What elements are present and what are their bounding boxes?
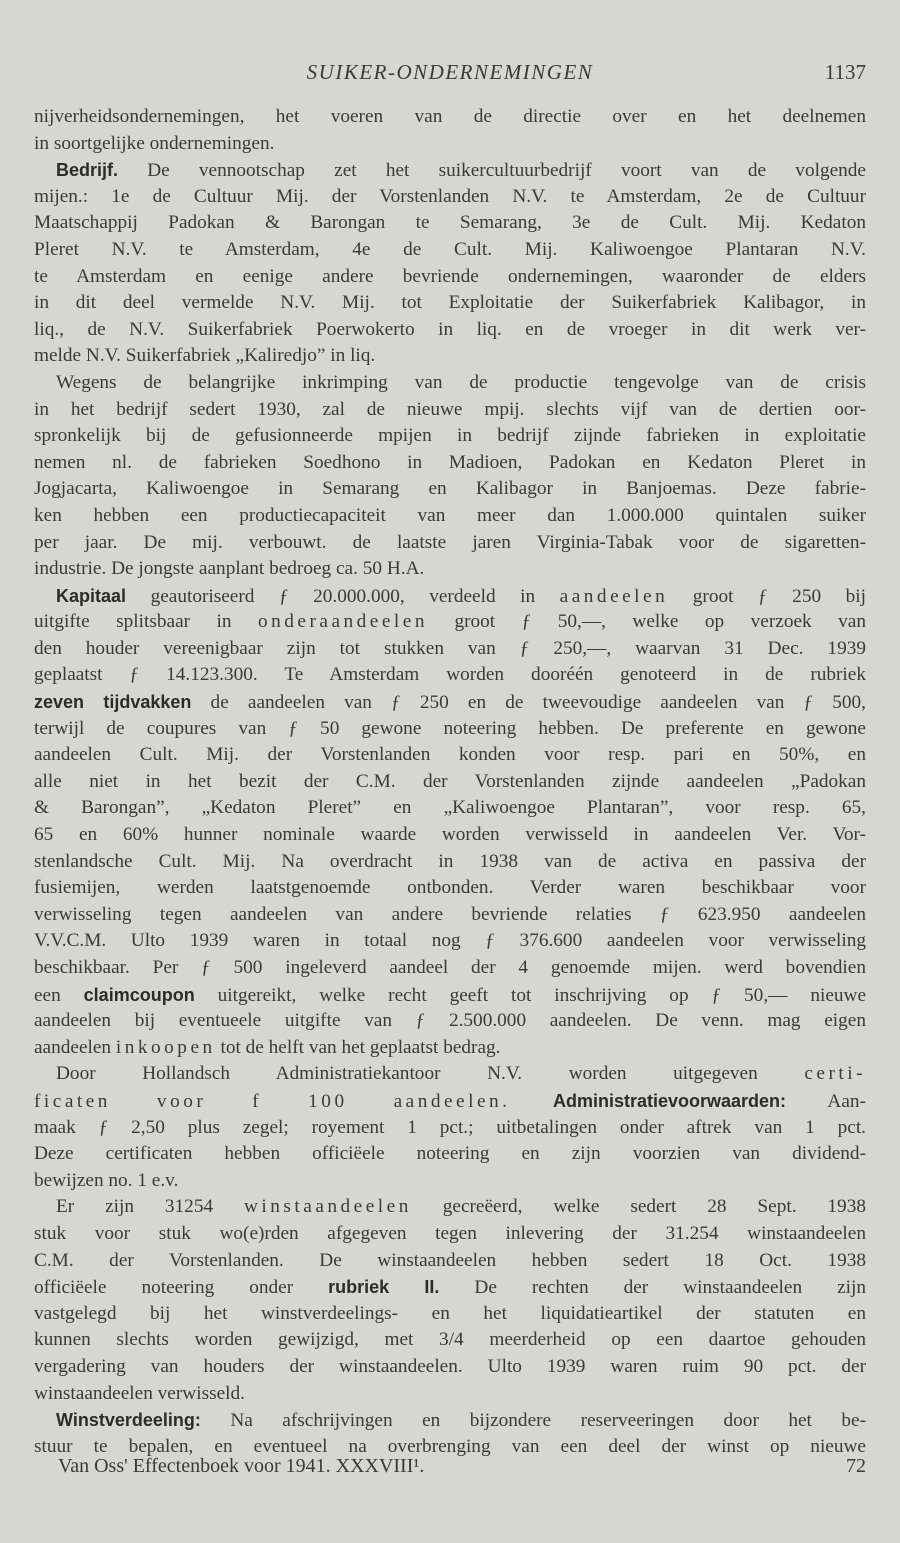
text-line: Maatschappij Padokan & Barongan te Semarang, 3e de Cult. Mij. Kedaton (34, 212, 866, 234)
text-line: Jogjacarta, Kaliwoengoe in Semarang en Kalibagor in Banjoemas. Deze fabrie- (34, 478, 866, 500)
text-line: beschikbaar. Per ƒ 500 ingeleverd aandeel der 4 genoemde mijen. werd bovendien (34, 957, 866, 978)
text-line: Er zijn 31254 winstaandeelen gecreëerd, welke sedert 28 Sept. 1938 (56, 1196, 866, 1218)
text-line: uitgifte splitsbaar in onderaandeelen groot ƒ 50,—, welke op verzoek van (34, 611, 866, 633)
text-line: industrie. De jongste aanplant bedroeg ca. 50 H.A. (34, 558, 425, 580)
text-line: ken hebben een productiecapaciteit van meer dan 1.000.000 quintalen suiker (34, 504, 866, 526)
text-line: per jaar. De mij. verbouwt. de laatste jaren Virginia-Tabak voor de sigaretten- (34, 531, 866, 553)
text-line: Winstverdeeling: Na afschrijvingen en bijzondere reserveeringen door het be- (56, 1410, 866, 1432)
text-line: den houder vereenigbaar zijn tot stukken van ƒ 250,—, waarvan 31 Dec. 1939 (34, 637, 866, 659)
text-line: Deze certificaten hebben officiëele noteering en zijn voorzien van dividend- (34, 1143, 866, 1165)
footer-sheet-number: 72 (846, 1455, 866, 1477)
text-line: een claimcoupon uitgereikt, welke recht geeft tot inschrijving op ƒ 50,— nieuwe (34, 984, 866, 1006)
text-line: liq., de N.V. Suikerfabriek Poerwokerto in liq. en de vroeger in dit werk ver- (34, 318, 866, 340)
text-line: officiëele noteering onder rubriek II. De rechten der winstaandeelen zijn (34, 1277, 866, 1299)
text-line: stuk voor stuk wo(e)rden afgegeven tegen inlevering der 31.254 winstaandeelen (34, 1222, 866, 1244)
text-line: bewijzen no. 1 e.v. (34, 1169, 179, 1191)
text-line: 65 en 60% hunner nominale waarde worden verwisseld in aandeelen Ver. Vor- (34, 824, 866, 846)
text-line: Wegens de belangrijke inkrimping van de productie tengevolge van de crisis (56, 371, 866, 393)
text-line: aandeelen Cult. Mij. der Vorstenlanden konden voor resp. pari en 50%, en (34, 744, 866, 766)
text-line: kunnen slechts worden gewijzigd, met 3/4 meerderheid op een daartoe gehouden (34, 1329, 866, 1351)
text-line: vergadering van houders der winstaandeelen. Ulto 1939 waren ruim 90 pct. der (34, 1355, 866, 1377)
text-line: nijverheidsondernemingen, het voeren van de directie over en het deelnemen (34, 106, 866, 127)
text-line: aandeelen inkoopen tot de helft van het geplaatst bedrag. (34, 1036, 501, 1058)
text-line: mijen.: 1e de Cultuur Mij. der Vorstenlanden N.V. te Amsterdam, 2e de Cultuur (34, 185, 866, 207)
text-line: vastgelegd bij het winstverdeelings- en het liquidatieartikel der statuten en (34, 1302, 866, 1324)
text-line: C.M. der Vorstenlanden. De winstaandeelen hebben sedert 18 Oct. 1938 (34, 1249, 866, 1271)
page-header (34, 60, 866, 90)
text-line: terwijl de coupures van ƒ 50 gewone noteering hebben. De preferente en gewone (34, 717, 866, 739)
text-line: geplaatst ƒ 14.123.300. Te Amsterdam worden dooréén genoteerd in de rubriek (34, 664, 866, 686)
text-line: in het bedrijf sedert 1930, zal de nieuwe mpij. slechts vijf van de dertien oor- (34, 398, 866, 420)
text-line: in soortgelijke ondernemingen. (34, 132, 275, 154)
text-line: nemen nl. de fabrieken Soedhono in Madioen, Padokan en Kedaton Pleret in (34, 451, 866, 473)
page-number: 1137 (824, 60, 866, 84)
text-line: spronkelijk bij de gefusionneerde mpijen in bedrijf zijnde fabrieken in exploitatie (34, 425, 866, 447)
body-text (34, 104, 866, 1460)
text-line: winstaandeelen verwisseld. (34, 1382, 245, 1404)
running-title: SUIKER-ONDERNEMINGEN (306, 60, 594, 84)
text-line: verwisseling tegen aandeelen van andere bevriende relaties ƒ 623.950 aandeelen (34, 903, 866, 925)
text-line: Bedrijf. De vennootschap zet het suikercultuurbedrijf voort van de volgende (56, 160, 866, 182)
text-line: Pleret N.V. te Amsterdam, 4e de Cult. Mij. Kaliwoengoe Plantaran N.V. (34, 238, 866, 260)
text-line: alle niet in het bezit der C.M. der Vorstenlanden zijnde aandeelen „Padokan (34, 770, 866, 792)
text-line: aandeelen bij eventueele uitgifte van ƒ 2.500.000 aandeelen. De venn. mag eigen (34, 1010, 866, 1032)
footer-source: Van Oss' Effectenboek voor 1941. XXXVIII¹. (58, 1455, 425, 1477)
text-line: Door Hollandsch Administratiekantoor N.V. worden uitgegeven certi- (56, 1063, 866, 1085)
text-line: melde N.V. Suikerfabriek „Kaliredjo” in liq. (34, 345, 376, 367)
page-footer (58, 1455, 866, 1485)
text-line: Kapitaal geautoriseerd ƒ 20.000.000, verdeeld in aandeelen groot ƒ 250 bij (56, 585, 866, 607)
text-line: te Amsterdam en eenige andere bevriende ondernemingen, waaronder de elders (34, 265, 866, 287)
text-line: fusiemijen, werden laatstgenoemde ontbonden. Verder waren beschikbaar voor (34, 877, 866, 899)
text-line: V.V.C.M. Ulto 1939 waren in totaal nog ƒ 376.600 aandeelen voor verwisseling (34, 930, 866, 952)
text-line: stenlandsche Cult. Mij. Na overdracht in 1938 van de activa en passiva der (34, 850, 866, 872)
text-line: in dit deel vermelde N.V. Mij. tot Exploitatie der Suikerfabriek Kalibagor, in (34, 292, 866, 314)
text-line: stuur te bepalen, en eventueel na overbrenging van een deel der winst op nieuwe (34, 1435, 866, 1457)
text-line: maak ƒ 2,50 plus zegel; royement 1 pct.; uitbetalingen onder aftrek van 1 pct. (34, 1116, 866, 1138)
text-line: zeven tijdvakken de aandeelen van ƒ 250 en de tweevoudige aandeelen van ƒ 500, (34, 692, 866, 714)
text-line: & Barongan”, „Kedaton Pleret” en „Kaliwoengoe Plantaran”, voor resp. 65, (34, 797, 866, 819)
text-line: ficaten voor f 100 aandeelen. Administratievoorwaarden: Aan- (34, 1090, 866, 1112)
